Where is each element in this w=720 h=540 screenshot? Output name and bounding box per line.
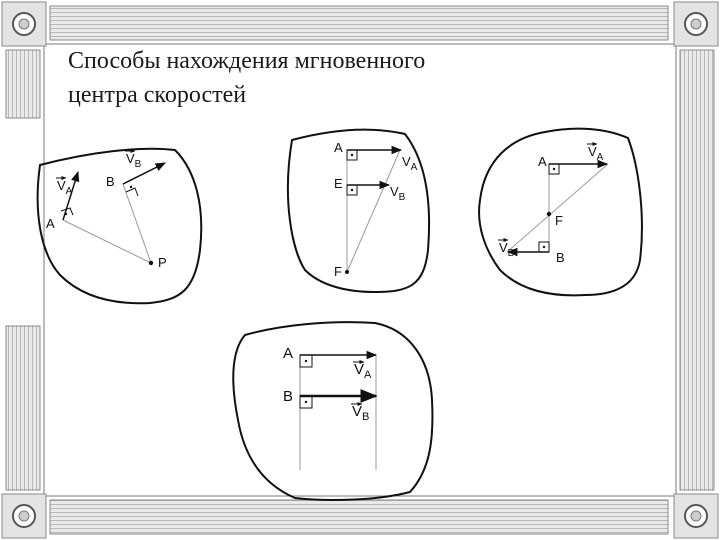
point-p-label: P [158, 255, 167, 270]
velocity-b-subscript: B [398, 192, 406, 203]
velocity-b-subscript: B [507, 248, 515, 259]
point-f-label: F [334, 264, 342, 279]
velocity-b-subscript: B [362, 411, 370, 423]
velocity-a-letter: V [354, 361, 365, 378]
velocity-a-label [354, 361, 372, 381]
point-b-label: B [556, 250, 565, 265]
velocity-a-letter: V [402, 154, 411, 169]
frame-left-bar-lower [6, 326, 40, 490]
rigid-body-outline [233, 322, 432, 500]
title-line-2: центра скоростей [68, 82, 247, 108]
diagram-parallel-velocities [288, 130, 429, 292]
rigid-body-outline [479, 129, 642, 296]
velocity-b-letter: V [499, 240, 508, 255]
point-b-label: B [283, 388, 294, 405]
title-line-1: Способы нахождения мгновенного [68, 48, 426, 74]
corner-bolt-icon [674, 2, 718, 46]
velocity-a-letter: V [588, 144, 597, 159]
velocity-a-label [402, 154, 418, 173]
frame-right-bar [680, 50, 714, 490]
diagram-perpendiculars [38, 149, 202, 303]
velocity-a-subscript: A [65, 186, 73, 197]
point-a-label: A [334, 140, 343, 155]
corner-bolt-icon [674, 494, 718, 538]
diagram-translation [233, 322, 432, 500]
velocity-a-subscript: A [410, 162, 418, 173]
diagram-antiparallel-velocities [479, 129, 642, 296]
velocity-b-letter: V [352, 403, 363, 420]
velocity-a-label [588, 144, 604, 163]
velocity-b-subscript: B [134, 159, 142, 170]
velocity-a-label [57, 178, 73, 197]
velocity-b-letter: V [126, 151, 135, 166]
velocity-b-letter: V [390, 184, 399, 199]
corner-bolt-icon [2, 494, 46, 538]
velocity-b-label [126, 151, 142, 170]
point-a-label: A [46, 216, 55, 231]
rigid-body-outline [38, 149, 202, 303]
velocity-a-subscript: A [596, 152, 604, 163]
corner-bolt-icon [2, 2, 46, 46]
velocity-b-label [390, 184, 406, 203]
point-f-label: F [555, 213, 563, 228]
point-e-label: E [334, 176, 343, 191]
velocity-a-letter: V [57, 178, 66, 193]
slide-title [68, 44, 628, 112]
point-a-label: A [538, 154, 547, 169]
frame-bottom-bar [50, 500, 668, 534]
point-b-label: B [106, 174, 115, 189]
point-a-label: A [283, 345, 294, 362]
velocity-b-label [499, 240, 515, 259]
velocity-b-label [352, 403, 369, 423]
frame-top-bar [50, 6, 668, 40]
frame-left-bar-upper [6, 50, 40, 118]
velocity-a-subscript: A [364, 369, 372, 381]
